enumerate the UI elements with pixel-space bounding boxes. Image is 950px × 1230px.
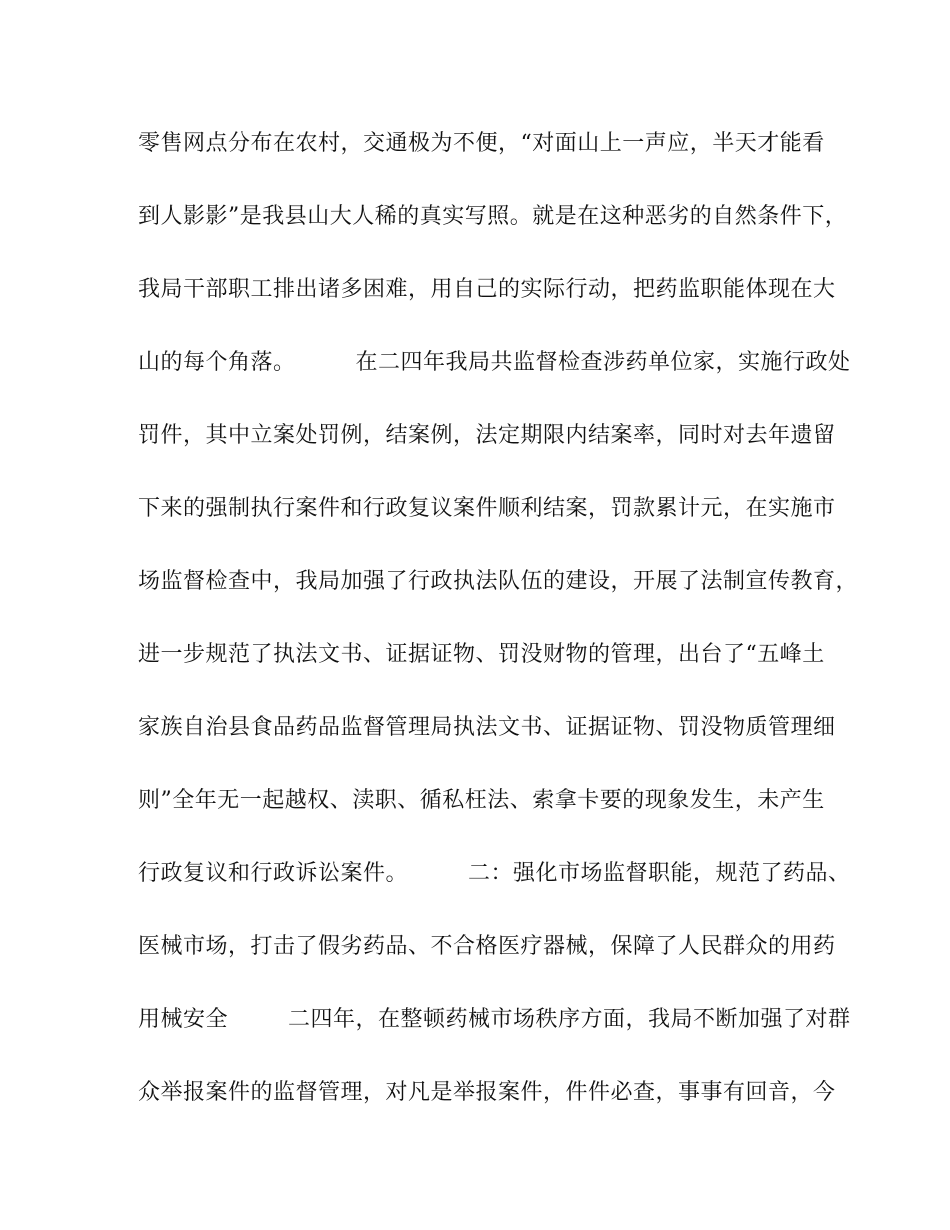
text-line: 山的每个角落。 在二四年我局共监督检查涉药单位家，实施行政处	[138, 350, 851, 375]
text-line: 家族自治县食品药品监督管理局执法文书、证据证物、罚没物质管理细	[138, 715, 836, 740]
text-line: 行政复议和行政诉讼案件。 二：强化市场监督职能，规范了药品、	[138, 861, 851, 886]
text-line: 众举报案件的监督管理，对凡是举报案件，件件必查，事事有回音，今	[138, 1080, 836, 1105]
text-line: 场监督检查中，我局加强了行政执法队伍的建设，开展了法制宣传教育，	[138, 569, 859, 594]
text-line: 医械市场，打击了假劣药品、不合格医疗器械，保障了人民群众的用药	[138, 934, 836, 959]
text-line: 用械安全 二四年，在整顿药械市场秩序方面，我局不断加强了对群	[138, 1007, 851, 1032]
text-line: 进一步规范了执法文书、证据证物、罚没财物的管理，出台了“五峰土	[138, 642, 825, 667]
text-line: 我局干部职工排出诸多困难，用自己的实际行动，把药监职能体现在大	[138, 277, 836, 302]
text-line: 下来的强制执行案件和行政复议案件顺利结案，罚款累计元，在实施市	[138, 496, 836, 521]
text-line: 则”全年无一起越权、渎职、循私枉法、索拿卡要的现象发生，未产生	[138, 788, 825, 813]
text-line: 到人影影”是我县山大人稀的真实写照。就是在这种恶劣的自然条件下，	[138, 204, 848, 229]
text-line: 零售网点分布在农村，交通极为不便，“对面山上一声应，半天才能看	[138, 131, 825, 156]
body-text	[138, 124, 859, 1146]
text-line: 罚件，其中立案处罚例，结案例，法定期限内结案率，同时对去年遗留	[138, 423, 836, 448]
